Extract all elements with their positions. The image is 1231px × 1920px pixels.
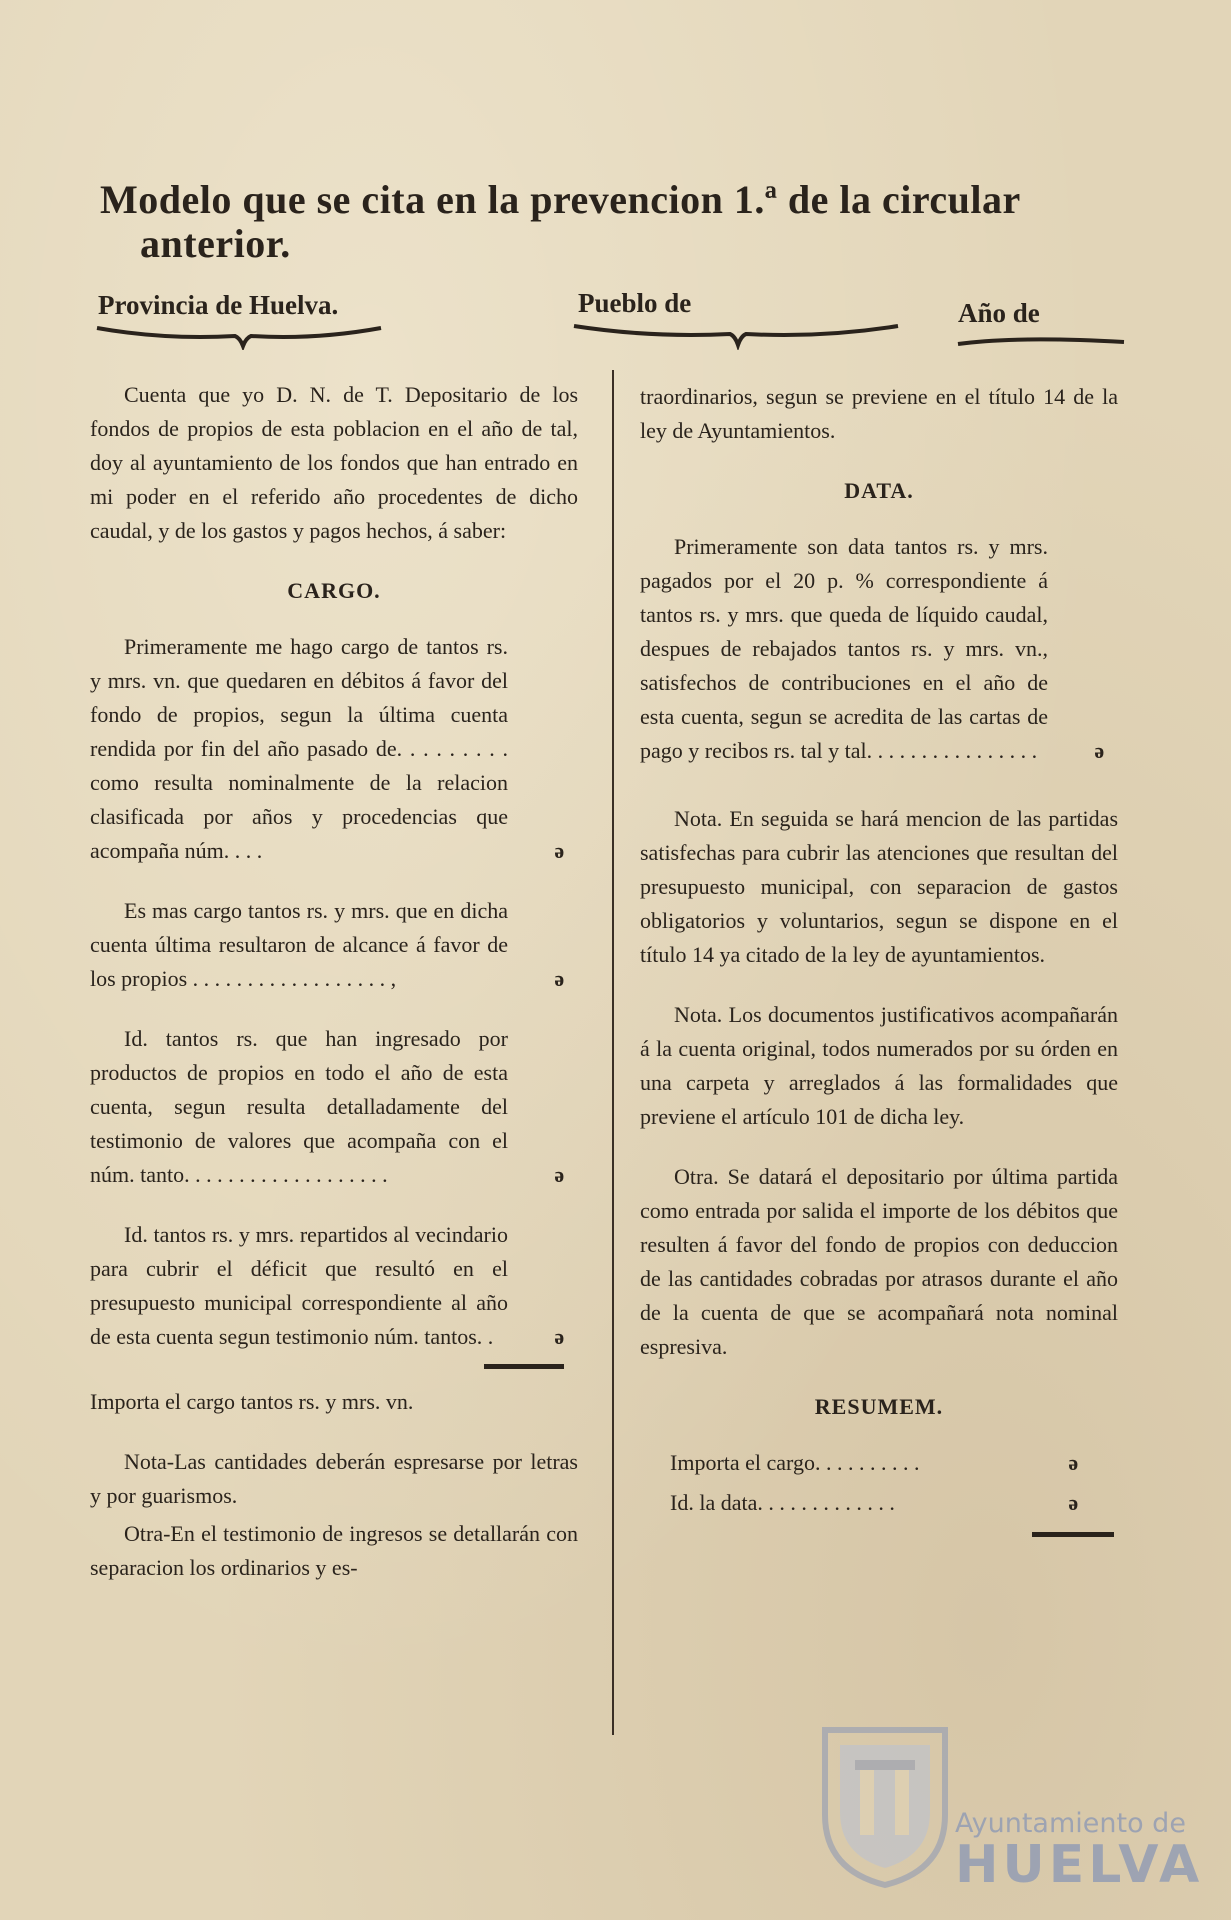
cargo-entry-text: Id. tantos rs. y mrs. repartidos al vecindario para cubrir el déficit que resultó en el presupuesto municipal correspondiente al año de esta cuenta segun testimonio núm. tantos. . <box>90 1222 508 1349</box>
cargo-entry-amount: ǝ <box>554 966 564 991</box>
resumen-label: Importa el cargo. . . . . . . . . . <box>670 1450 920 1475</box>
cargo-entry-text: Id. tantos rs. que han ingresado por productos de propios en todo el año de esta cuenta, segun resulta detalladamente del testimonio de valores que acompaña con el núm. tanto. . . . . . . . . . . . . . . . . . . <box>90 1026 508 1187</box>
cargo-entry <box>90 630 578 868</box>
cargo-entry-amount: ǝ <box>554 838 564 863</box>
continuation-paragraph: traordinarios, segun se previene en el título 14 de la ley de Ayuntamientos. <box>640 384 1118 443</box>
cargo-entry-text: Es mas cargo tantos rs. y mrs. que en dicha cuenta última resultaron de alcance á favor de los propios . . . . . . . . . . . . . . . . . . , <box>90 898 508 991</box>
brace-anio <box>956 330 1126 352</box>
nota-cantidades: Nota-Las cantidades deberán espresarse por letras y por guarismos. <box>90 1449 578 1508</box>
ayuntamiento-crest-icon <box>815 1720 955 1890</box>
brace-provincia <box>95 322 385 350</box>
cargo-entry-text: Primeramente me hago cargo de tantos rs. y mrs. vn. que quedaren en débitos á favor del fondo de propios, segun la última cuenta rendida por fin del año pasado de. . . . . . . . . como resulta nominalmente de la relacion clasificada por años y procedencias que acompaña núm. . . . <box>90 634 508 863</box>
cargo-entry-amount: ǝ <box>554 1162 564 1187</box>
resumen-heading: RESUMEM. <box>814 1394 944 1419</box>
resumen-amount: ǝ <box>1068 1490 1078 1515</box>
watermark-line-2: HUELVA <box>955 1835 1204 1895</box>
header-pueblo: Pueblo de <box>578 288 692 318</box>
resumen-row <box>640 1486 1118 1520</box>
data-entry-amount: ǝ <box>1094 738 1104 763</box>
ayuntamiento-watermark <box>955 1808 1203 1895</box>
nota-documentos: Nota. Los documentos justificativos acompañarán á la cuenta original, todos numerados por su órden en una carpeta y arreglados á las formalidades que previene el artículo 101 de dicha ley. <box>640 1002 1118 1129</box>
cargo-entry <box>90 1218 578 1354</box>
cargo-entry <box>90 894 578 996</box>
title-line-2: anterior. <box>140 221 291 266</box>
data-entry <box>640 530 1118 768</box>
resumen-amount: ǝ <box>1068 1450 1078 1475</box>
importa-cargo-line: Importa el cargo tantos rs. y mrs. vn. <box>90 1389 414 1414</box>
otra-testimonio: Otra-En el testimonio de ingresos se detallarán con separacion los ordinarios y es- <box>90 1521 578 1580</box>
cargo-heading: CARGO. <box>287 578 381 603</box>
title-line-1: Modelo que se cita en la prevencion 1.ª de la circular <box>100 177 1021 222</box>
data-heading: DATA. <box>844 478 914 503</box>
resumen-rule <box>1032 1532 1114 1537</box>
cargo-entry <box>90 1022 578 1192</box>
cargo-entry-amount: ǝ <box>554 1324 564 1349</box>
intro-paragraph: Cuenta que yo D. N. de T. Depositario de los fondos de propios de esta poblacion en el año de tal, doy al ayuntamiento de los fondos que han entrado en mi poder en el referido año procedentes de dicho caudal, y de los gastos y pagos hechos, á saber: <box>90 382 578 543</box>
otra-depositario: Otra. Se datará el depositario por última partida como entrada por salida el importe de los débitos que resulten á favor del fondo de propios con deduccion de las cantidades cobradas por atrasos durante el año de la cuenta de que se acompañará nota nominal espresiva. <box>640 1164 1118 1359</box>
right-column <box>640 380 1118 1553</box>
data-entry-text: Primeramente son data tantos rs. y mrs. pagados por el 20 p. % correspondiente á tantos rs. y mrs. que queda de líquido caudal, despues de rebajados tantos rs. y mrs. vn., satisfechos de contribuciones en el año de esta cuenta, segun se acredita de las cartas de pago y recibos rs. tal y tal. . . . . . . . . . . . . . . . <box>640 534 1048 763</box>
resumen-row <box>640 1446 1118 1480</box>
header-provincia: Provincia de Huelva. <box>98 290 339 320</box>
nota-partidas: Nota. En seguida se hará mencion de las partidas satisfechas para cubrir las atenciones que resultan del presupuesto municipal, con separacion de gastos obligatorios y voluntarios, segun se dispone en el título 14 ya citado de la ley de ayuntamientos. <box>640 806 1118 967</box>
brace-pueblo <box>572 320 902 350</box>
column-divider <box>612 370 614 1735</box>
total-rule <box>484 1364 564 1369</box>
document-title <box>100 178 1130 266</box>
resumen-label: Id. la data. . . . . . . . . . . . . <box>670 1490 895 1515</box>
watermark-line-1: Ayuntamiento de <box>955 1808 1186 1839</box>
header-anio: Año de <box>958 298 1040 328</box>
left-column <box>90 378 578 1611</box>
